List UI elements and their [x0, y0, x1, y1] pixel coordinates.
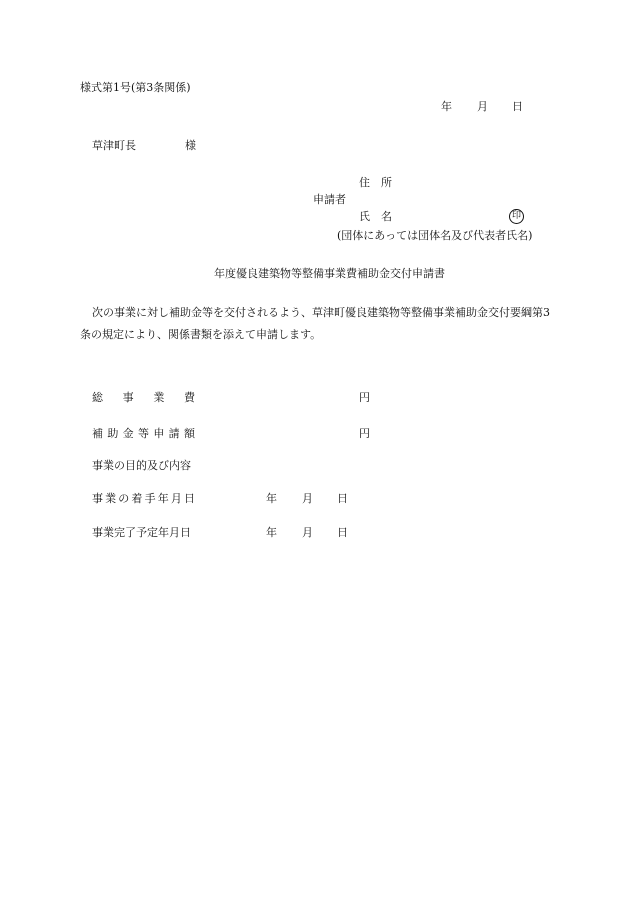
subsidy-amount-unit: 円 — [359, 427, 370, 440]
address-label: 住 所 — [359, 176, 392, 189]
total-cost-unit: 円 — [359, 391, 370, 404]
form-number: 様式第1号(第3条関係) — [80, 81, 191, 94]
application-statement: 次の事業に対し補助金等を交付されるよう、草津町優良建築物等整備事業補助金交付要綱第3条の規定により、関係書類を添えて申請します。 — [80, 306, 550, 341]
subsidy-amount-label: 補助金等申請額 — [92, 427, 195, 440]
document-title: 年度優良建築物等整備事業費補助金交付申請書 — [214, 267, 445, 280]
start-date-label: 事業の着手年月日 — [92, 492, 195, 505]
completion-year-label: 年 — [266, 526, 277, 539]
date-day-label: 日 — [512, 100, 523, 113]
addressee-name: 草津町長 — [92, 139, 136, 152]
completion-day-label: 日 — [337, 526, 348, 539]
start-day-label: 日 — [337, 492, 348, 505]
representative-note: (団体にあっては団体名及び代表者氏名) — [337, 229, 533, 242]
seal-mark-icon: 印 — [509, 209, 524, 224]
start-month-label: 月 — [302, 492, 313, 505]
start-year-label: 年 — [266, 492, 277, 505]
date-year-label: 年 — [441, 100, 452, 113]
completion-month-label: 月 — [302, 526, 313, 539]
addressee-honorific: 様 — [185, 139, 196, 152]
date-month-label: 月 — [477, 100, 488, 113]
name-label: 氏 名 — [359, 210, 392, 223]
project-purpose-label: 事業の目的及び内容 — [92, 459, 191, 472]
total-cost-label: 総事業費 — [92, 391, 195, 404]
completion-date-label: 事業完了予定年月日 — [92, 526, 191, 539]
applicant-label: 申請者 — [313, 193, 346, 206]
